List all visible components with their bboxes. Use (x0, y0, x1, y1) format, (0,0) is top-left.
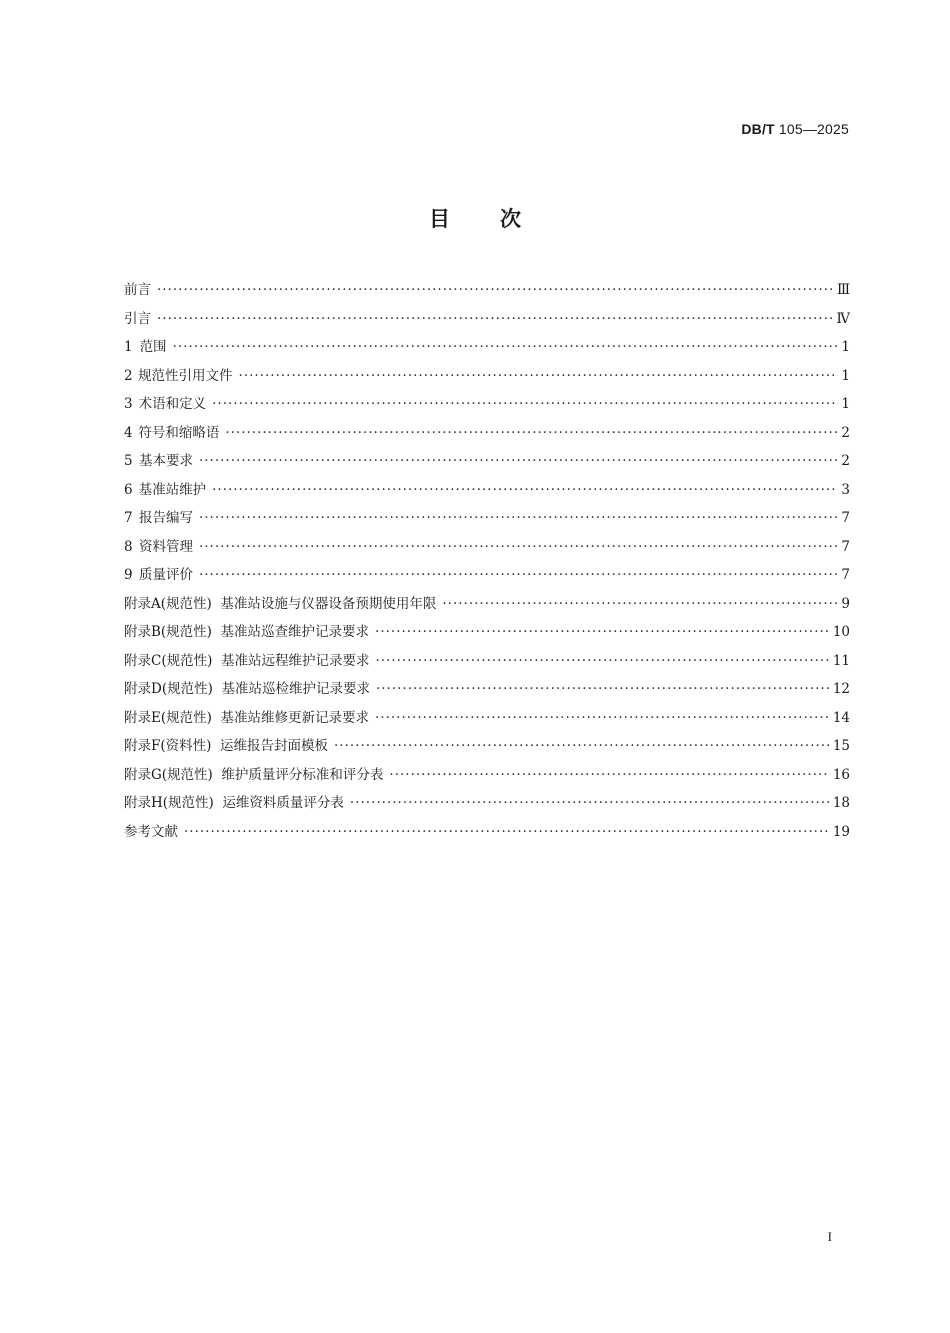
toc-entry-page: 7 (841, 567, 850, 583)
toc-entry[interactable] (124, 706, 850, 735)
toc-entry-label: 参考文献 (124, 823, 178, 840)
toc-entry-page: 9 (841, 595, 850, 612)
toc-entry[interactable] (124, 307, 850, 336)
toc-entry-page: 19 (832, 823, 850, 840)
toc-entry-page: 18 (832, 795, 850, 811)
toc-entry-page: 15 (832, 738, 850, 754)
toc-entry-label: 附录F(资料性) 运维报告封面模板 (124, 738, 328, 754)
toc-leader-dots (157, 311, 834, 327)
toc-entry[interactable] (124, 820, 850, 849)
toc-entry-page: 2 (841, 453, 850, 469)
toc-leader-dots (212, 482, 838, 498)
toc-entry-page: 1 (841, 396, 850, 412)
toc-entry-label: 术语和定义 (138, 396, 207, 412)
toc-entry[interactable] (124, 392, 850, 421)
toc-entry-label: 基准站维护 (138, 481, 207, 498)
toc-entry-page: 2 (841, 424, 850, 441)
toc-entry-page: 7 (841, 510, 850, 526)
toc-entry-label: 范围 (139, 339, 167, 355)
toc-entry-label: 前言 (124, 282, 151, 298)
toc-entry[interactable] (124, 734, 850, 763)
toc-entry-page: 1 (841, 367, 850, 384)
toc-entry-label: 基本要求 (138, 453, 193, 469)
toc-leader-dots (334, 738, 830, 754)
toc-entry-page: 1 (841, 339, 850, 355)
toc-entry[interactable] (124, 278, 850, 307)
standard-number: 105—2025 (774, 121, 849, 137)
page-title (0, 203, 950, 233)
toc-leader-dots (389, 767, 829, 783)
toc-leader-dots (184, 824, 830, 840)
toc-entry-label: 资料管理 (138, 538, 193, 555)
toc-entry-label: 规范性引用文件 (138, 367, 233, 384)
toc-leader-dots (199, 539, 838, 555)
toc-entry-label: 附录E(规范性) 基准站维修更新记录要求 (124, 709, 369, 726)
toc-entry-page: Ⅳ (836, 310, 850, 327)
toc-entry[interactable] (124, 649, 850, 678)
toc-entry-label: 报告编写 (138, 510, 193, 526)
toc-entry[interactable] (124, 563, 850, 592)
toc-entry-number: 2 (124, 367, 133, 384)
toc-entry[interactable] (124, 478, 850, 507)
toc-entry-label: 附录D(规范性) 基准站巡检维护记录要求 (124, 681, 370, 697)
toc-entry-page: 12 (832, 681, 850, 697)
toc-entry-page: 3 (841, 481, 850, 498)
toc-entry-number: 8 (124, 538, 133, 555)
toc-entry-page: Ⅲ (836, 282, 850, 298)
toc-entry-page: 16 (832, 766, 850, 783)
toc-entry-label: 附录H(规范性) 运维资料质量评分表 (124, 795, 344, 811)
toc-entry[interactable] (124, 535, 850, 564)
toc-leader-dots (199, 567, 838, 583)
toc-entry-label: 附录B(规范性) 基准站巡查维护记录要求 (124, 624, 370, 640)
toc-leader-dots (375, 710, 830, 726)
toc-leader-dots (350, 795, 830, 811)
toc-leader-dots (225, 425, 838, 441)
toc-leader-dots (442, 596, 838, 612)
toc-entry-number: 5 (124, 453, 133, 469)
page-number: I (827, 1229, 832, 1244)
toc-entry-number: 1 (124, 339, 133, 355)
toc-leader-dots (173, 339, 839, 355)
table-of-contents (124, 278, 850, 848)
toc-leader-dots (375, 653, 829, 669)
toc-entry[interactable] (124, 506, 850, 535)
toc-entry-number: 3 (124, 396, 133, 412)
toc-entry[interactable] (124, 421, 850, 450)
toc-entry[interactable] (124, 592, 850, 621)
standard-prefix: DB/T (741, 121, 775, 137)
toc-leader-dots (199, 453, 838, 469)
toc-leader-dots (212, 396, 838, 412)
toc-entry-page: 11 (832, 652, 850, 669)
toc-entry-number: 4 (124, 424, 133, 441)
standard-code (741, 121, 849, 137)
toc-entry[interactable] (124, 677, 850, 706)
toc-entry[interactable] (124, 335, 850, 364)
toc-leader-dots (199, 510, 838, 526)
toc-entry[interactable] (124, 364, 850, 393)
toc-entry-number: 6 (124, 481, 133, 498)
toc-entry[interactable] (124, 791, 850, 820)
toc-entry-page: 7 (841, 538, 850, 555)
toc-entry-number: 9 (124, 567, 133, 583)
title-char-2: 次 (500, 207, 521, 231)
toc-entry-label: 附录C(规范性) 基准站远程维护记录要求 (124, 652, 370, 669)
toc-leader-dots (239, 368, 839, 384)
title-char-1: 目 (429, 207, 450, 231)
toc-entry[interactable] (124, 620, 850, 649)
toc-entry-number: 7 (124, 510, 133, 526)
toc-entry-label: 附录A(规范性) 基准站设施与仪器设备预期使用年限 (124, 595, 437, 612)
toc-entry-label: 附录G(规范性) 维护质量评分标准和评分表 (124, 766, 384, 783)
toc-entry-page: 14 (832, 709, 850, 726)
toc-entry-label: 质量评价 (138, 567, 193, 583)
toc-leader-dots (375, 624, 830, 640)
toc-entry[interactable] (124, 763, 850, 792)
toc-entry-page: 10 (832, 624, 850, 640)
toc-entry-label: 符号和缩略语 (138, 424, 220, 441)
toc-leader-dots (157, 282, 834, 298)
toc-entry-label: 引言 (124, 310, 151, 327)
toc-leader-dots (376, 681, 830, 697)
toc-entry[interactable] (124, 449, 850, 478)
